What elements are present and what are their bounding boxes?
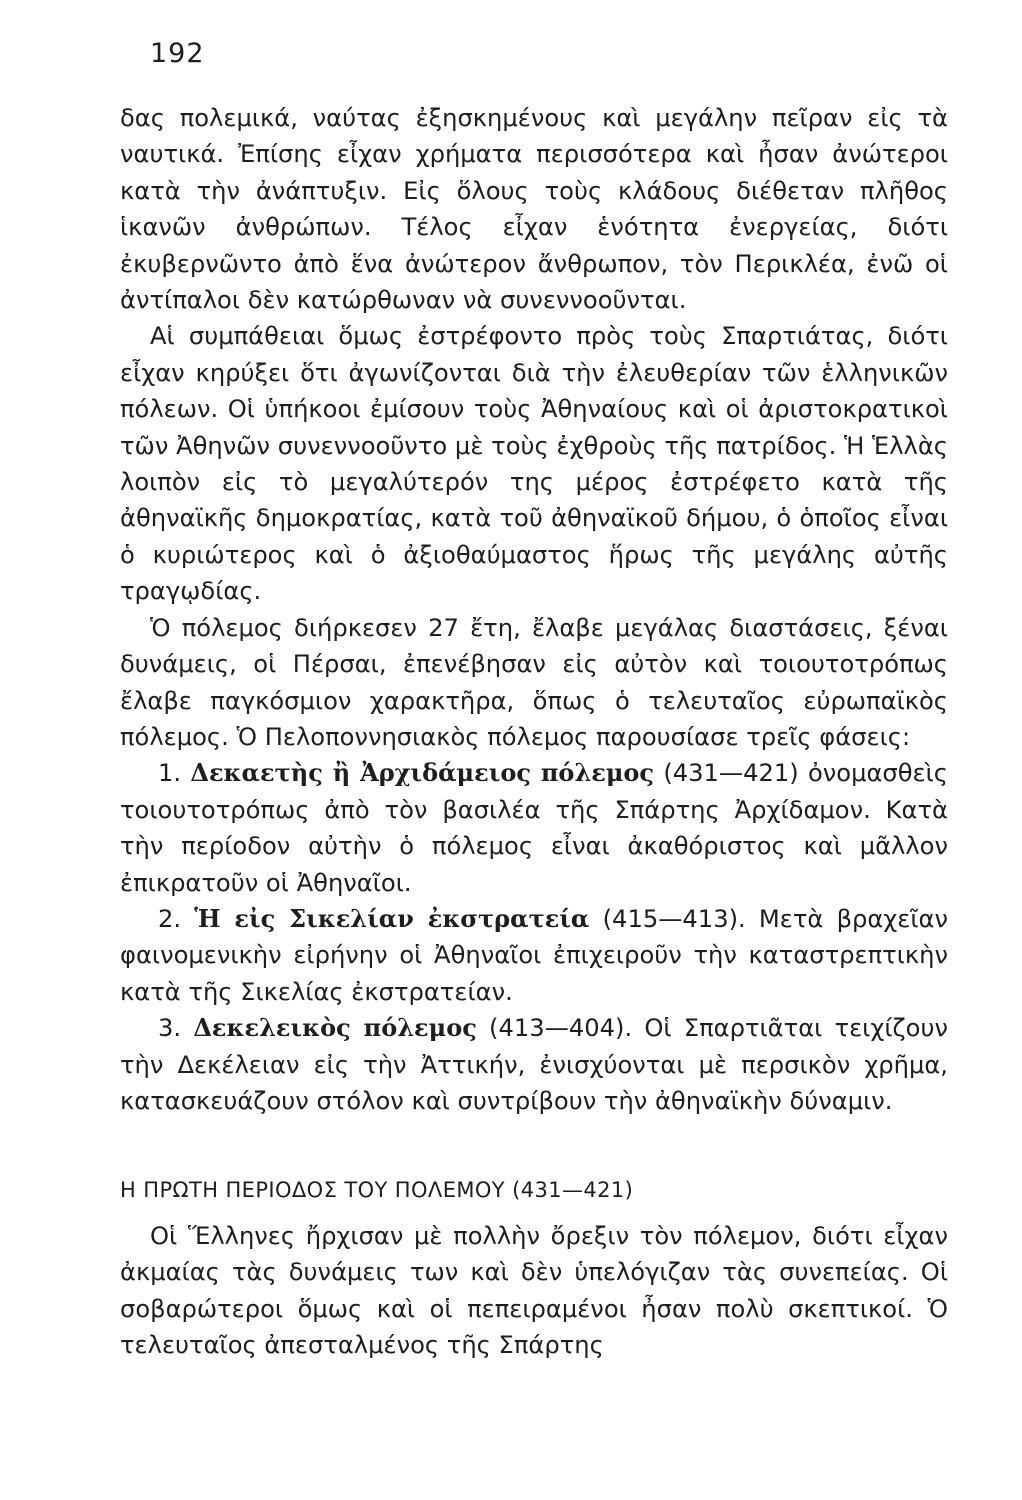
phase-text: (415—413). Μετὰ βραχεῖαν φαινομενικὴν εἰρήνην οἱ Ἀθηναῖοι ἐπιχειροῦν τὴν καταστρεπτικὴν κατὰ τῆς Σικελίας ἐκστρατείαν. [120, 904, 948, 1006]
section-text [120, 1218, 948, 1364]
phase-text: (431—421) ὀνομασθεὶς τοιουτοτρόπως ἀπὸ τὸν βασιλέα τῆς Σπάρτης Ἀρχίδαμον. Κατὰ τὴν περίοδον αὐτὴν ὁ πόλεμος εἶναι ἀκαθόριστος καὶ μᾶλλον ἐπικρατοῦν οἱ Ἀθηναῖοι. [120, 759, 948, 897]
phase-item-3 [120, 1010, 948, 1119]
phase-item-1 [120, 755, 948, 901]
main-text [120, 100, 948, 1119]
paragraph-beginning: Οἱ Ἕλληνες ἤρχισαν μὲ πολλὴν ὄρεξιν τὸν πόλεμον, διότι εἶχαν ἀκμαίας τὰς δυνάμεις των καὶ δὲν ὑπελόγιζαν τὰς συνεπείας. Οἱ σοβαρώτεροι ὅμως καὶ οἱ πεπειραμένοι ἦσαν πολὺ σκεπτικοί. Ὁ τελευταῖος ἀπεσταλμένος τῆς Σπάρτης [120, 1222, 948, 1360]
phase-number: 1. [158, 759, 182, 788]
phase-title: Δεκαετὴς ἢ Ἀρχιδάμειος πόλεμος [190, 758, 655, 788]
page-number: 192 [150, 38, 205, 69]
phase-text: (413—404). Οἱ Σπαρτιᾶται τειχίζουν τὴν Δεκέλειαν εἰς τὴν Ἀττικήν, ἐνισχύονται μὲ περσικὸν χρῆμα, κατασκευάζουν στόλον καὶ συντρίβουν τὴν ἀθηναϊκὴν δύναμιν. [120, 1014, 948, 1115]
paragraph-advantages: δας πολεμικά, ναύτας ἐξησκημένους καὶ μεγάλην πεῖραν εἰς τὰ ναυτικά. Ἐπίσης εἶχαν χρήματα περισσότερα καὶ ἦσαν ἀνώτεροι κατὰ τὴν ἀνάπτυξιν. Εἰς ὅλους τοὺς κλάδους διέθεταν πλῆθος ἱκανῶν ἀνθρώπων. Τέλος εἶχαν ἑνότητα ἐνεργείας, διότι ἐκυβερνῶντο ἀπὸ ἕνα ἀνώτερον ἄνθρωπον, τὸν Περικλέα, ἐνῶ οἱ ἀντίπαλοι δὲν κατώρθωναν νὰ συνεννοοῦνται. [120, 104, 948, 315]
phase-number: 2. [158, 904, 182, 933]
phase-title: Ἡ εἰς Σικελίαν ἐκστρατεία [194, 903, 590, 933]
section-heading: Η ΠΡΩΤΗ ΠΕΡΙΟΔΟΣ ΤΟΥ ΠΟΛΕΜΟΥ (431—421) [120, 1178, 634, 1202]
paragraph-duration: Ὁ πόλεμος διήρκεσεν 27 ἔτη, ἔλαβε μεγάλας διαστάσεις, ξέναι δυνάμεις, οἱ Πέρσαι, ἐπενέβησαν εἰς αὐτὸν καὶ τοιουτοτρόπως ἔλαβε παγκόσμιον χαρακτῆρα, ὅπως ὁ τελευταῖος εὐρωπαϊκὸς πόλεμος. Ὁ Πελοποννησιακὸς πόλεμος παρουσίασε τρεῖς φάσεις: [120, 613, 948, 751]
phase-number: 3. [158, 1014, 182, 1043]
paragraph-sympathies: Αἱ συμπάθειαι ὅμως ἐστρέφοντο πρὸς τοὺς Σπαρτιάτας, διότι εἶχαν κηρύξει ὅτι ἀγωνίζονται διὰ τὴν ἐλευθερίαν τῶν ἑλληνικῶν πόλεων. Οἱ ὑπήκοοι ἐμίσουν τοὺς Ἀθηναίους καὶ οἱ ἀριστοκρατικοὶ τῶν Ἀθηνῶν συνεννοοῦντο μὲ τοὺς ἐχθροὺς τῆς πατρίδος. Ἡ Ἑλλὰς λοιπὸν εἰς τὸ μεγαλύτερόν της μέρος ἐστρέφετο κατὰ τῆς ἀθηναϊκῆς δημοκρατίας, κατὰ τοῦ ἀθηναϊκοῦ δήμου, ὁ ὁποῖος εἶναι ὁ κυριώτερος καὶ ὁ ἀξιοθαύμαστος ἥρως τῆς μεγάλης αὐτῆς τραγῳδίας. [120, 322, 948, 606]
phase-title: Δεκελεικὸς πόλεμος [193, 1013, 477, 1043]
phase-item-2 [120, 901, 948, 1010]
